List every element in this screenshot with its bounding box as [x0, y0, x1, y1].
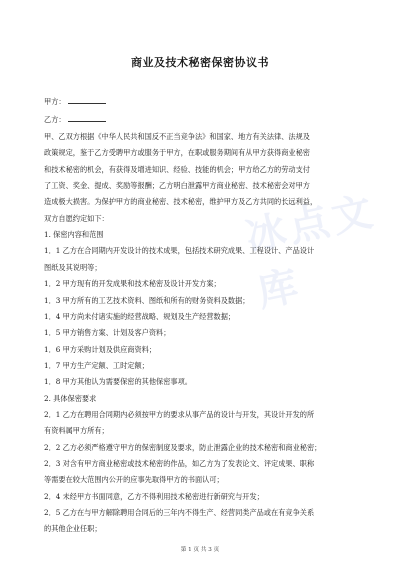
text-line: 1．7 甲方生产定额、工时定额；: [44, 360, 149, 370]
text-line: 1．1 乙方在合同期内开发设计的技术成果，包括技术研究成果、工程设计、产品设计: [44, 246, 315, 256]
text-line: 双方自愿约定如下：: [44, 213, 109, 223]
text-line: 2．1 乙方在聘用合同期内必须按甲方的要求从事产品的设计与开发，其设计开发的所: [44, 409, 315, 419]
text-line: 2. 具体保密要求: [44, 393, 97, 403]
text-line: 和技术秘密的机会，有获得及增进知识、经验、技能的机会；甲方给乙方的劳动支付: [44, 164, 310, 174]
page-footer: 第 1 页 共 3 页: [180, 547, 220, 553]
text-line: 等需要在较大范围内公开的应事先取得甲方的书面认可；: [44, 475, 224, 485]
text-line: 2．4 未经甲方书面同意，乙方不得利用技术秘密进行新研究与开发；: [44, 491, 264, 501]
text-line: 1．4 甲方尚未付诸实施的经营战略、规划及生产经营数据；: [44, 311, 236, 321]
text-line: 1．8 甲方其他认为需要保密的其他保密事项。: [44, 377, 192, 387]
text-line: 有资料属甲方所有；: [44, 426, 109, 436]
text-line: 造成极大损害。为保护甲方的商业秘密、技术秘密，维护甲方及乙方共同的长远利益，: [44, 197, 318, 207]
text-line: 2．2 乙方必须严格遵守甲方的保密制度及要求，防止泄露企业的技术秘密和商业秘密；: [44, 442, 322, 452]
text-line: 2．3 对含有甲方商业秘密或技术秘密的作品，如乙方为了发表论文、评定成果、职称: [44, 459, 315, 468]
text-line: 了工资、奖金、提成、奖励等报酬；乙方明白泄露甲方商业秘密、技术秘密会对甲方: [44, 181, 310, 191]
party-a-blank: [68, 97, 106, 104]
text-line: 1．3 甲方所有的工艺技术资料、图纸和所有的财务资料及数据；: [44, 295, 250, 305]
party-b-line: [44, 115, 360, 125]
text-line: 1．6 甲方采购计划及供应商资料；: [44, 344, 157, 354]
party-a-line: [44, 97, 360, 107]
text-line: 甲、乙双方根据《中华人民共和国反不正当竞争法》和国家、地方有关法律、法规及: [44, 132, 310, 141]
text-line: 2．5 乙方在与甲方解除聘用合同后的三年内不得生产、经营同类产品或在有竞争关系: [44, 508, 315, 518]
party-b-label: 乙方：: [44, 115, 66, 124]
document-title: 商业及技术秘密保密协议书: [131, 56, 269, 69]
party-b-blank: [68, 115, 106, 122]
text-line: 1. 保密内容和范围: [44, 230, 104, 240]
text-line: 1．5 甲方销售方案、计划及客户资料；: [44, 328, 171, 338]
text-line: 的其他企业任职；: [44, 524, 102, 534]
text-line: 图纸及其说明等；: [44, 262, 102, 272]
text-line: 1．2 甲方现有的开发成果和技术秘密及设计开发方案；: [44, 279, 221, 289]
watermark: 冰点文库: [241, 188, 381, 317]
party-a-label: 甲方：: [44, 97, 66, 106]
text-line: 政策规定，鉴于乙方受聘甲方或服务于甲方，在职或服务期间有从甲方获得商业秘密: [44, 148, 310, 158]
